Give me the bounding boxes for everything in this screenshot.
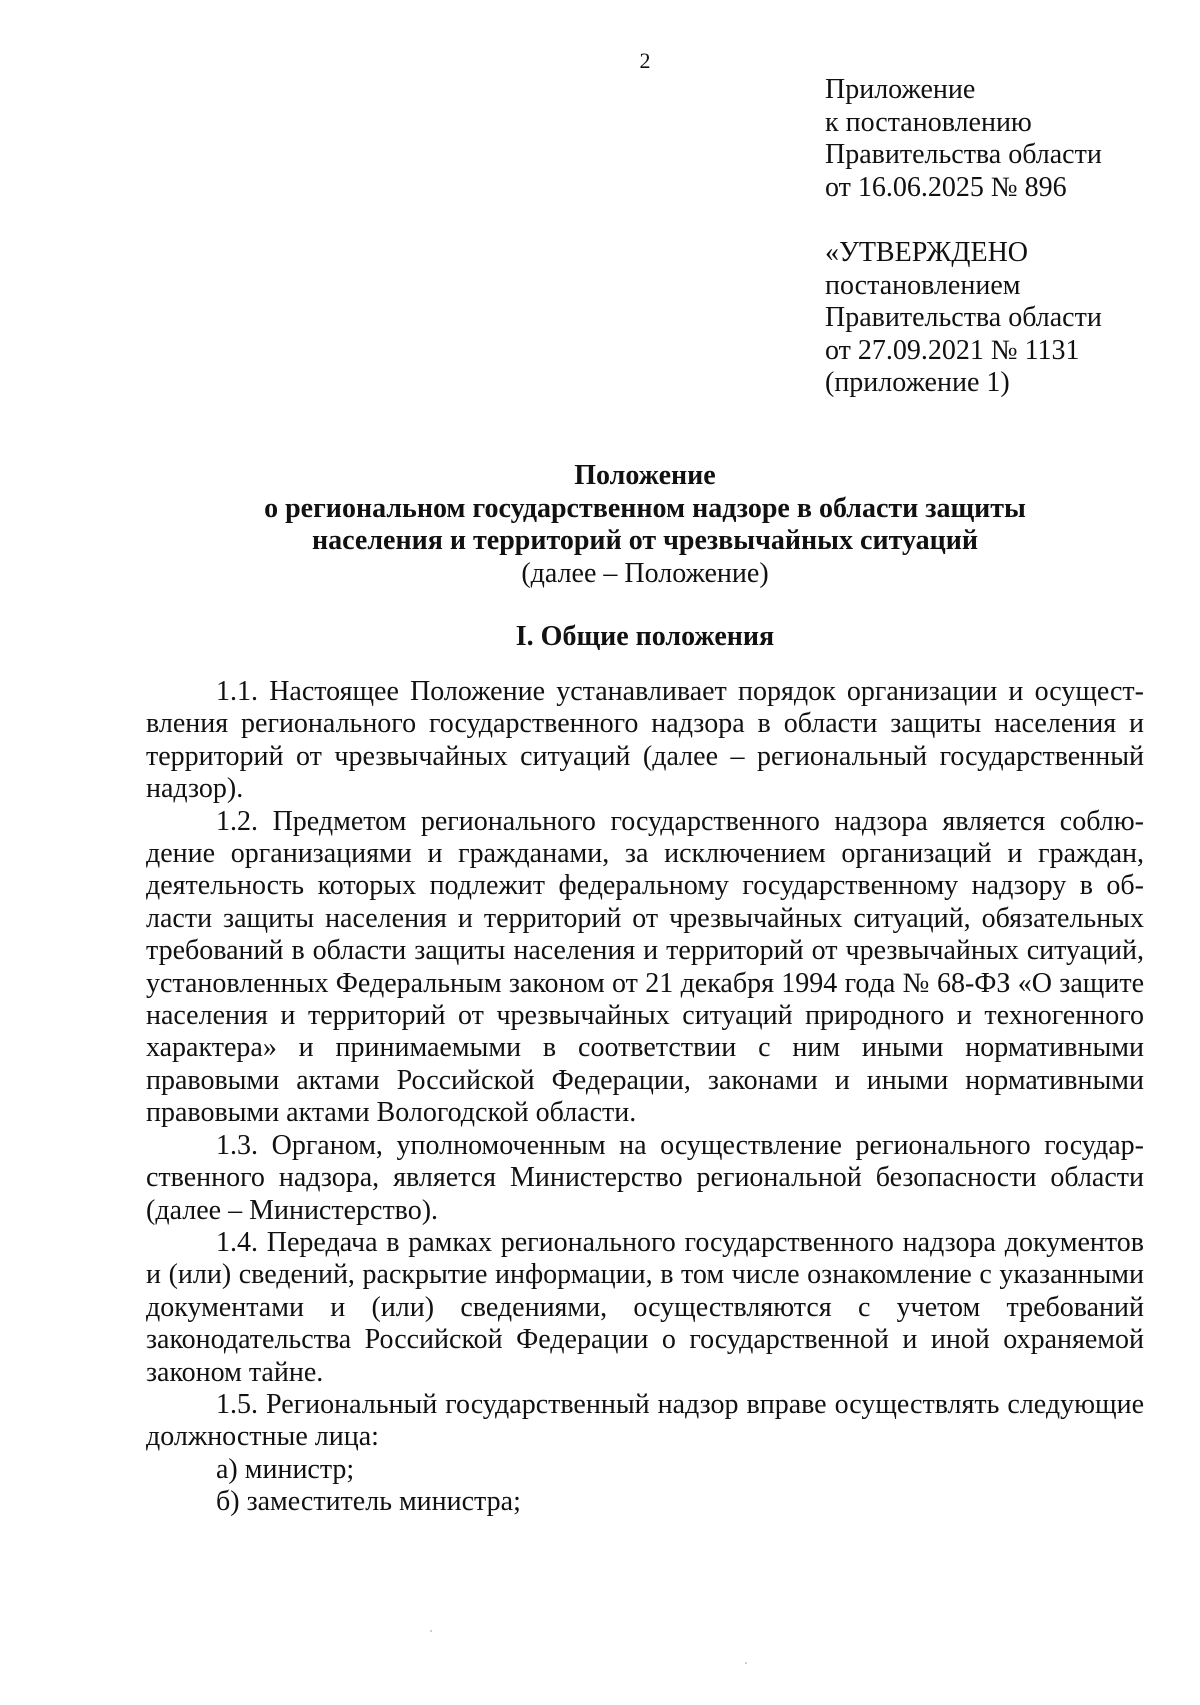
title-subtitle: (далее – Положение) xyxy=(521,557,769,589)
approval-line: Правительства области xyxy=(825,302,1102,333)
appendix-line: Приложение xyxy=(825,74,976,105)
document-body xyxy=(146,676,1144,1519)
title-line: о региональном государственном надзоре в области защиты xyxy=(264,492,1026,524)
approval-line: постановлением xyxy=(825,269,1021,301)
section-heading: I. Общие положения xyxy=(515,621,775,652)
paragraph: 1.3. Органом, уполномоченным на осуществление регионального государственного надзора, является Министерство региональной безопасности области (далее – Министерство). xyxy=(146,1129,1144,1226)
paragraph: 1.2. Предметом регионального государственного надзора является соблюдение организациями и гражданами, за исключением организаций и граждан, деятельность которых подлежит федеральному государственному надзору в области защиты населения и территорий от чрезвычайных ситуаций, обязательных требований в области защиты населения и территорий от чрезвычайных ситуаций, установленных Федеральным законом от 21 декабря 1994 года № 68-ФЗ «О защите населения и территорий от чрезвычайных ситуаций природного и техногенного характера» и принимаемыми в соответствии с ним иными нормативными правовыми актами Российской Федерации, законами и иными нормативными правовыми актами Вологодской области. xyxy=(146,805,1144,1129)
scan-speck xyxy=(430,1630,432,1632)
paragraph: 1.5. Региональный государственный надзор вправе осуществлять следующие должностные лица: xyxy=(146,1388,1144,1453)
appendix-line: от 16.06.2025 № 896 xyxy=(825,171,1067,203)
page-number: 2 xyxy=(639,48,651,73)
appendix-line: Правительства области xyxy=(825,139,1102,170)
approval-line: (приложение 1) xyxy=(825,367,1010,398)
appendix-line: к постановлению xyxy=(825,106,1032,138)
paragraph: 1.1. Настоящее Положение устанавливает порядок организации и осуществления регионального государственного надзора в области защиты населения и территорий от чрезвычайных ситуаций (далее – региональный государственный надзор). xyxy=(146,676,1144,805)
title-line: населения и территорий от чрезвычайных ситуаций xyxy=(312,525,978,556)
approval-line: от 27.09.2021 № 1131 xyxy=(825,334,1080,366)
paragraph: 1.4. Передача в рамках регионального государственного надзора документов и (или) сведений, раскрытие информации, в том числе ознакомление с указанными документами и (или) сведениями, осуществляются с учетом требований законодательства Российской Федерации о государственной и иной охраняемой законом тайне. xyxy=(146,1226,1144,1388)
approval-stamp-text xyxy=(825,237,1185,400)
appendix-header xyxy=(825,74,1185,204)
document-title xyxy=(150,460,1140,590)
approval-line: «УТВЕРЖДЕНО xyxy=(825,237,1029,268)
title-line: Положение xyxy=(574,460,716,491)
list-item: б) заместитель министра; xyxy=(216,1486,521,1518)
list-item: а) министр; xyxy=(216,1453,355,1485)
scan-speck xyxy=(745,1662,747,1664)
